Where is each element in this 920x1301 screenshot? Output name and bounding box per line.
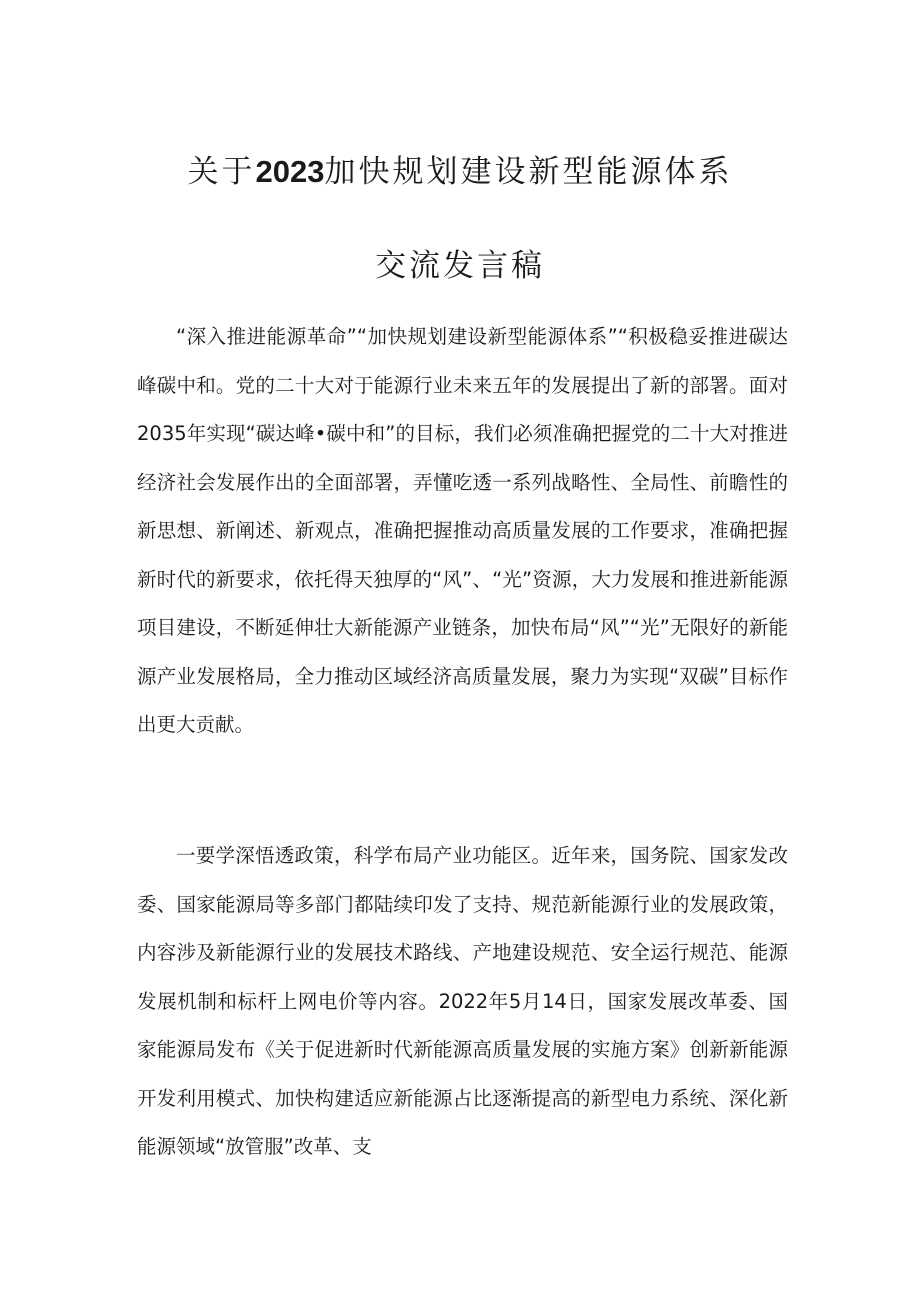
body-paragraph-2: 一要学深悟透政策，科学布局产业功能区。近年来，国务院、国家发改委、国家能源局等多部门都陆续印发了支持、规范新能源行业的发展政策，内容涉及新能源行业的发展技术路线、产地建设规范、安全运行规范、能源发展机制和标杆上网电价等内容。2022年5月14日，国家发展改革委、国家能源局发布《关于促进新时代新能源高质量发展的实施方案》创新新能源开发利用模式、加快构建适应新能源占比逐渐提高的新型电力系统、深化新能源领域“放管服”改革、支 (137, 844, 788, 1158)
title-year: 2023 (255, 154, 325, 189)
document-title-line-1 (0, 146, 920, 191)
title-suffix: 加快规划建设新型能源体系 (324, 154, 733, 190)
title-prefix: 关于 (187, 154, 256, 190)
document-title-line-2: 交流发言稿 (375, 248, 545, 284)
body-paragraph-1: “深入推进能源革命”“加快规划建设新型能源体系”“积极稳妥推进碳达峰碳中和。党的二十大对于能源行业未来五年的发展提出了新的部署。面对2035年实现“碳达峰•碳中和”的目标，我们必须准确把握党的二十大对推进经济社会发展作出的全面部署，弄懂吃透一系列战略性、全局性、前瞻性的新思想、新阐述、新观点，准确把握推动高质量发展的工作要求，准确把握新时代的新要求，依托得天独厚的“风”、“光”资源，大力发展和推进新能源项目建设，不断延伸壮大新能源产业链条，加快布局“风”“光”无限好的新能源产业发展格局，全力推动区域经济高质量发展，聚力为实现“双碳”目标作出更大贡献。 (137, 325, 788, 736)
